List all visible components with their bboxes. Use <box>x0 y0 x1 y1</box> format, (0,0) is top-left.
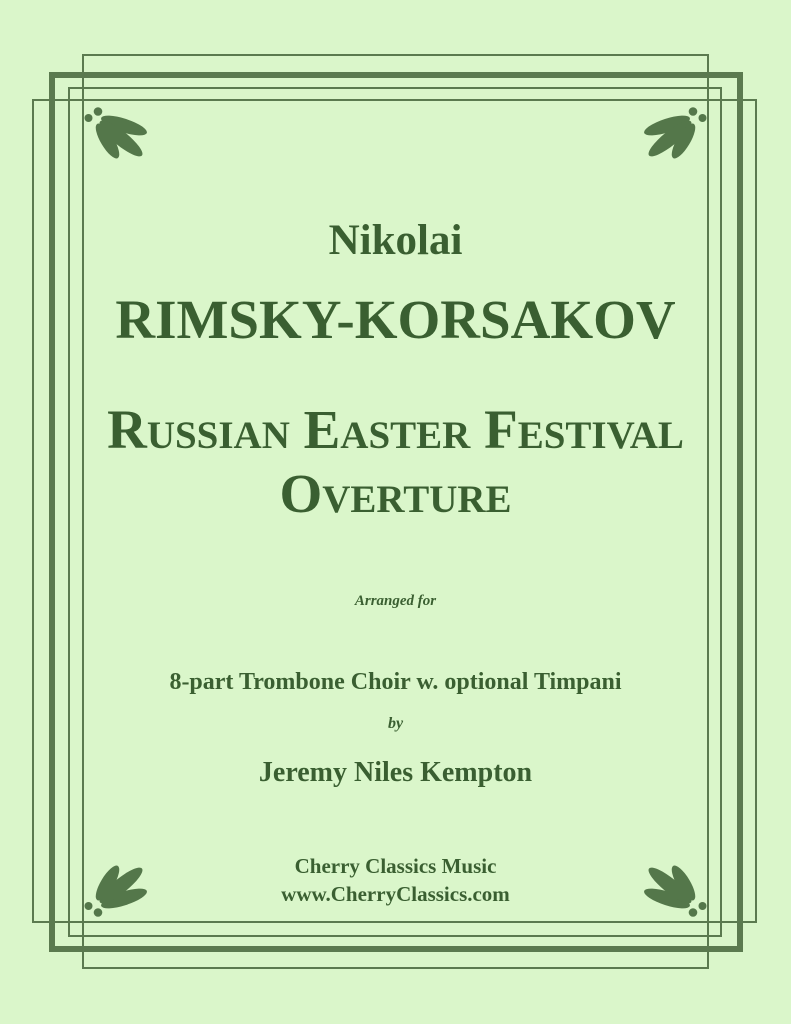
dragonfly-leaf-icon <box>81 101 156 171</box>
work-title-line1: Russian Easter Festival <box>107 399 684 460</box>
arranger-name: Jeremy Niles Kempton <box>258 757 533 788</box>
corner-ornament-top-left <box>81 101 156 171</box>
composer-last-name: RIMSKY-KORSAKOV <box>115 289 676 350</box>
publisher-website: www.CherryClassics.com <box>281 882 510 906</box>
composer-first-name: Nikolai <box>328 217 463 264</box>
publisher-name: Cherry Classics Music <box>294 854 497 878</box>
dragonfly-leaf-icon <box>635 101 710 171</box>
publisher-block <box>0 852 791 908</box>
corner-ornament-top-right <box>635 101 710 171</box>
arranged-for-label: Arranged for <box>354 593 437 609</box>
work-title-line2: Overture <box>279 463 512 524</box>
instrumentation-text: 8-part Trombone Choir w. optional Timpani <box>169 669 622 695</box>
by-label: by <box>387 715 404 732</box>
